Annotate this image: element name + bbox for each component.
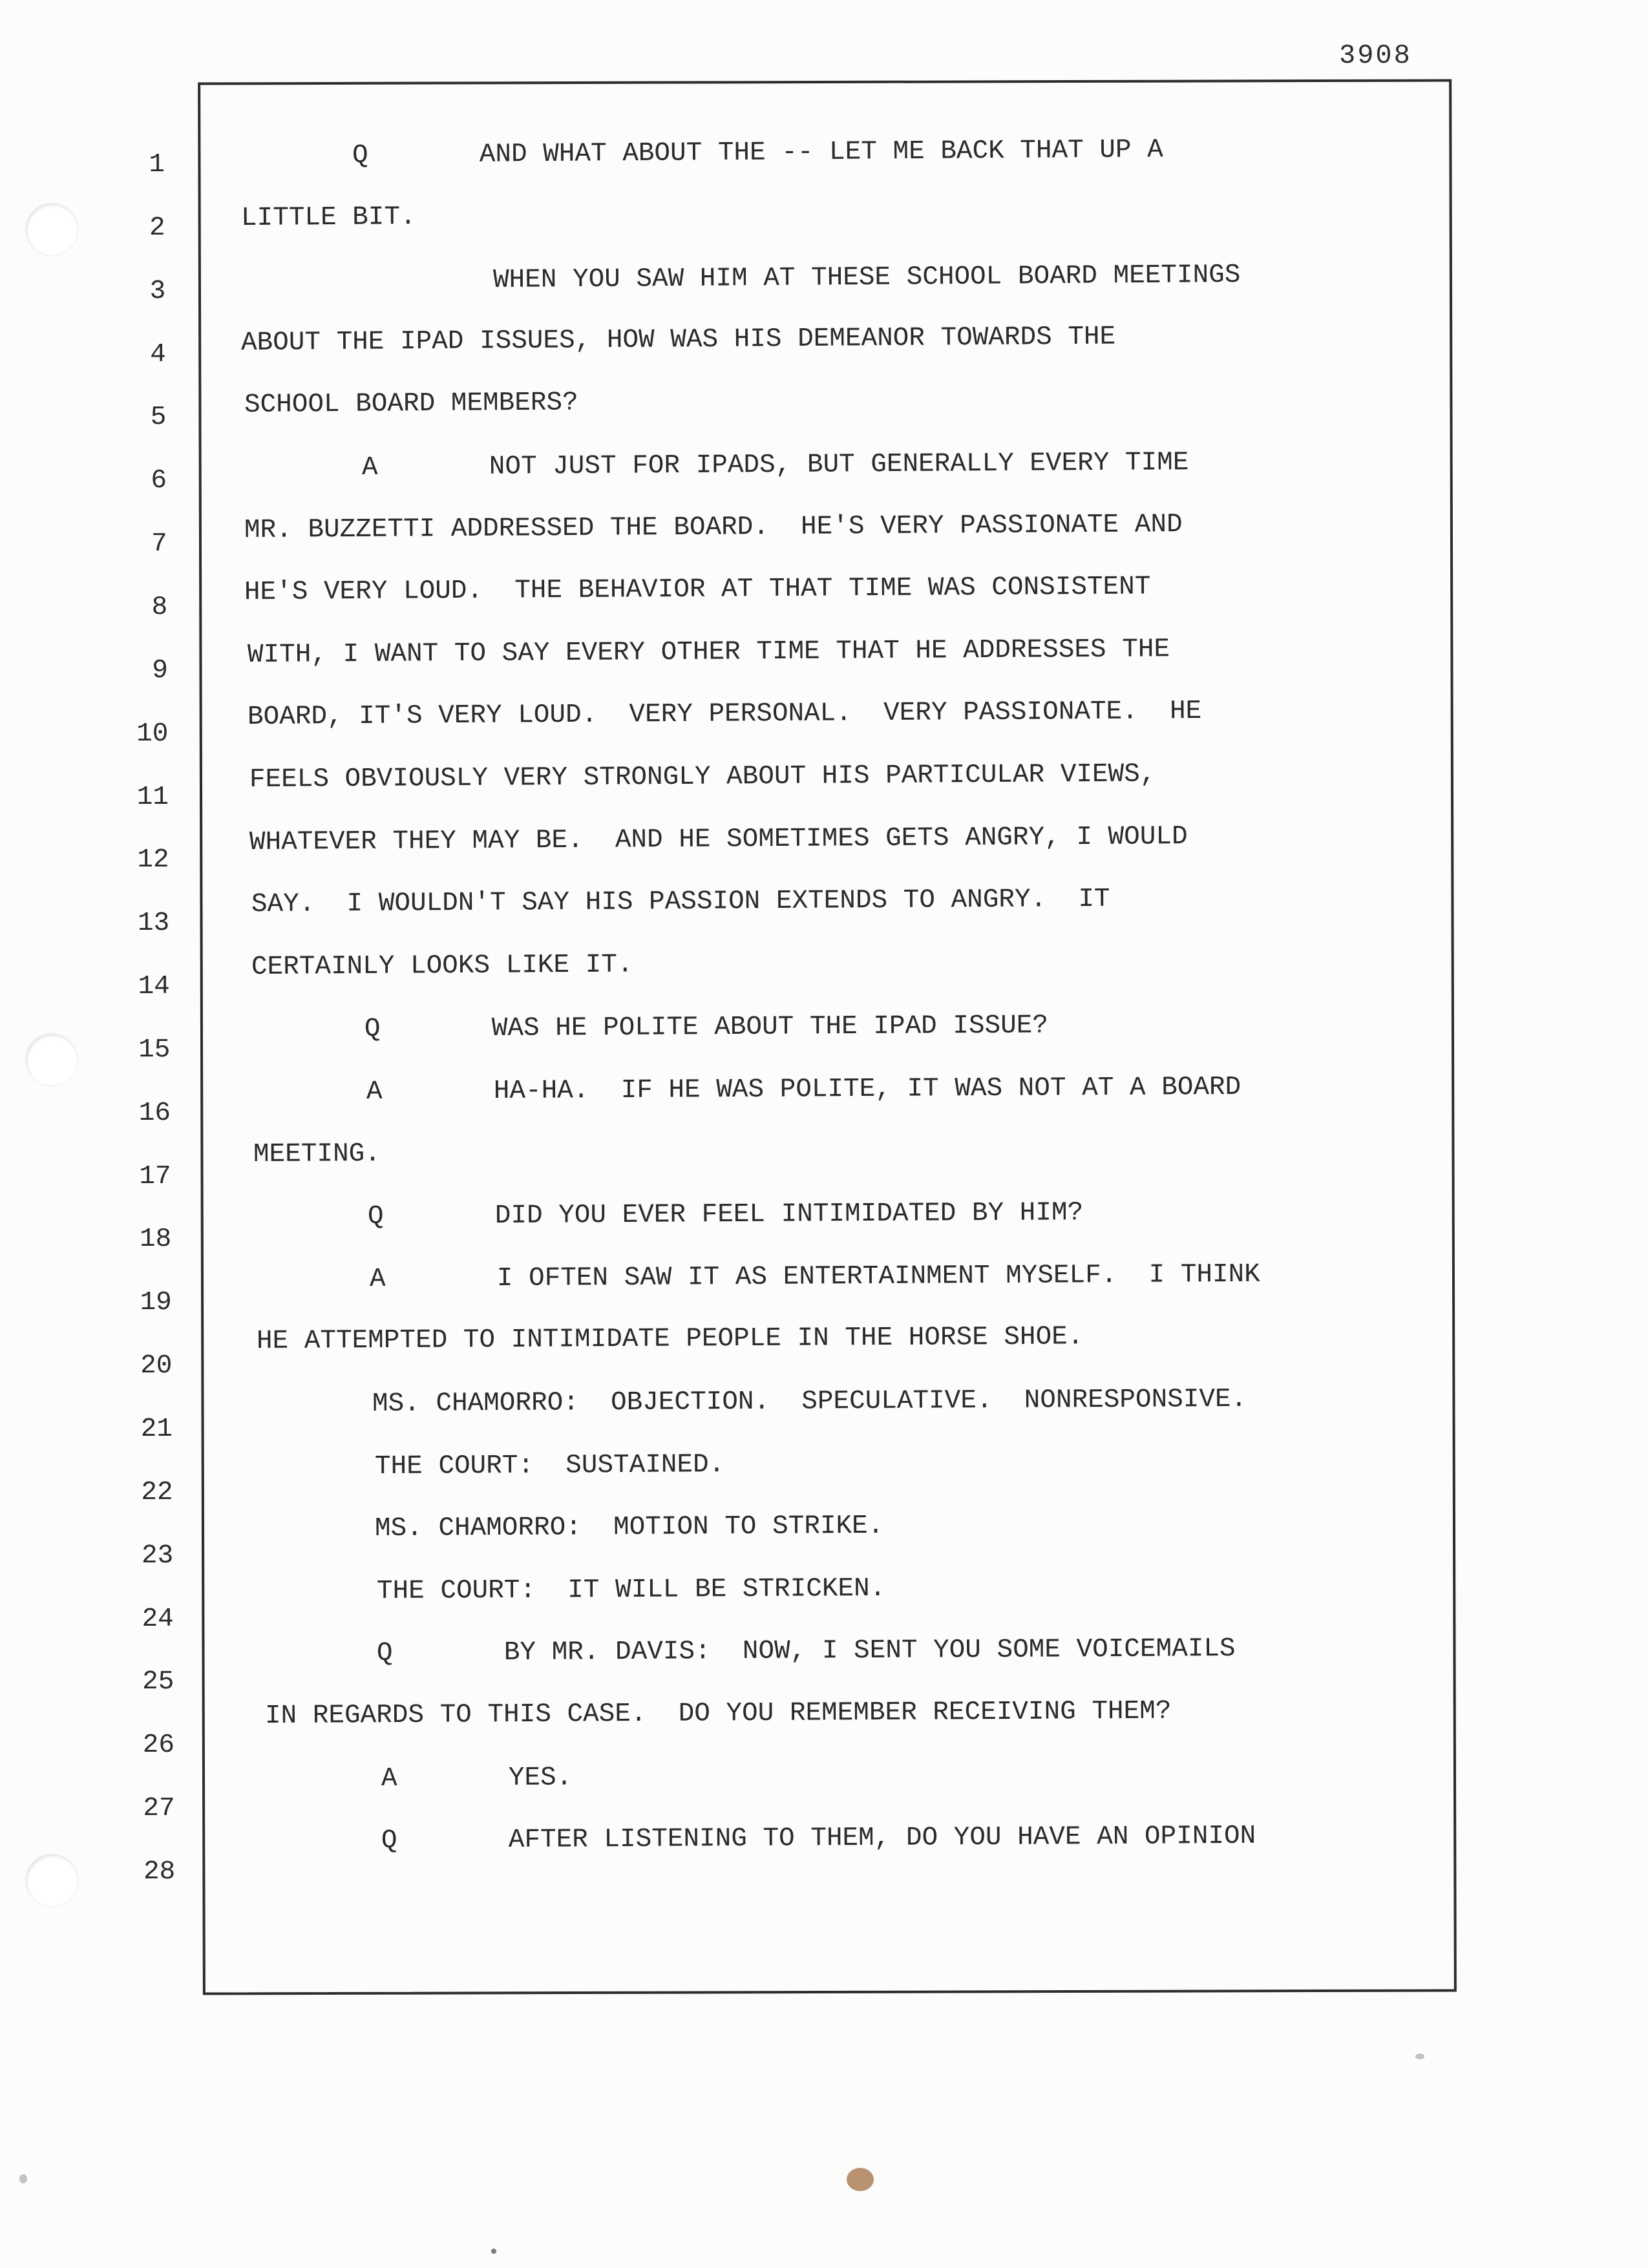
line-number: 6 [151, 466, 167, 496]
line-number: 1 [149, 150, 165, 180]
line-number: 2 [149, 213, 165, 243]
transcript-line: HE ATTEMPTED TO INTIMIDATE PEOPLE IN THE HORSE SHOE. [256, 1322, 1084, 1357]
line-number: 8 [151, 592, 168, 622]
line-number: 16 [138, 1098, 171, 1128]
stain-speck [19, 2174, 27, 2183]
page-number: 3908 [1339, 40, 1412, 71]
transcript-line: Q AND WHAT ABOUT THE -- LET ME BACK THAT UP A [352, 135, 1163, 171]
line-number: 5 [150, 403, 167, 433]
stain-speck [1415, 2053, 1424, 2059]
line-number: 19 [140, 1288, 172, 1318]
transcript-line: SAY. I WOULDN'T SAY HIS PASSION EXTENDS TO ANGRY. IT [251, 885, 1110, 920]
line-number: 12 [137, 845, 169, 876]
transcript-line: THE COURT: IT WILL BE STRICKEN. [376, 1573, 886, 1606]
transcript-line: LITTLE BIT. [240, 202, 416, 233]
transcript-line: WHEN YOU SAW HIM AT THESE SCHOOL BOARD MEETINGS [492, 260, 1241, 296]
line-number: 13 [137, 908, 170, 939]
transcript-line: CERTAINLY LOOKS LIKE IT. [251, 950, 633, 982]
punch-hole [26, 204, 78, 255]
line-number: 23 [141, 1540, 174, 1571]
transcript-line: Q DID YOU EVER FEEL INTIMIDATED BY HIM? [367, 1198, 1084, 1232]
transcript-line: FEELS OBVIOUSLY VERY STRONGLY ABOUT HIS PARTICULAR VIEWS, [249, 759, 1156, 795]
transcript-line: MS. CHAMORRO: MOTION TO STRIKE. [374, 1511, 884, 1544]
line-number: 26 [142, 1730, 174, 1761]
transcript-line: ABOUT THE IPAD ISSUES, HOW WAS HIS DEMEANOR TOWARDS THE [240, 322, 1116, 358]
stain-speck [847, 2168, 874, 2191]
line-number: 15 [138, 1034, 171, 1065]
line-number: 4 [150, 339, 166, 370]
transcript-line: MS. CHAMORRO: OBJECTION. SPECULATIVE. NONRESPONSIVE. [372, 1384, 1247, 1419]
line-number: 24 [142, 1604, 174, 1634]
line-number: 10 [136, 719, 169, 749]
transcript-line: MR. BUZZETTI ADDRESSED THE BOARD. HE'S VERY PASSIONATE AND [244, 509, 1183, 545]
transcript-line: MEETING. [253, 1139, 381, 1170]
transcript-line: A I OFTEN SAW IT AS ENTERTAINMENT MYSELF. I THINK [369, 1259, 1260, 1294]
transcript-line: THE COURT: SUSTAINED. [374, 1449, 725, 1482]
transcript-line: Q AFTER LISTENING TO THEM, DO YOU HAVE AN OPINION [381, 1822, 1256, 1856]
line-number: 9 [152, 655, 168, 686]
transcript-line: WITH, I WANT TO SAY EVERY OTHER TIME THAT HE ADDRESSES THE [247, 635, 1170, 670]
transcript-line: HE'S VERY LOUD. THE BEHAVIOR AT THAT TIME WAS CONSISTENT [244, 572, 1151, 608]
line-number: 11 [136, 782, 169, 812]
line-number: 28 [143, 1856, 176, 1887]
transcript-line: BOARD, IT'S VERY LOUD. VERY PERSONAL. VERY PASSIONATE. HE [247, 697, 1202, 733]
stain-speck [491, 2249, 496, 2254]
line-number: 17 [139, 1161, 171, 1192]
transcript-line: IN REGARDS TO THIS CASE. DO YOU REMEMBER RECEIVING THEM? [264, 1696, 1172, 1731]
transcript-line: WHATEVER THEY MAY BE. AND HE SOMETIMES GETS ANGRY, I WOULD [249, 821, 1188, 857]
transcript-line: Q BY MR. DAVIS: NOW, I SENT YOU SOME VOICEMAILS [376, 1634, 1236, 1669]
line-number: 21 [140, 1414, 173, 1444]
line-number: 18 [139, 1224, 172, 1255]
punch-hole [26, 1034, 78, 1086]
line-number: 22 [141, 1477, 173, 1507]
transcript-line: A NOT JUST FOR IPADS, BUT GENERALLY EVERY TIME [361, 448, 1189, 483]
transcript-line: SCHOOL BOARD MEMBERS? [244, 388, 578, 421]
transcript-line: A HA-HA. IF HE WAS POLITE, IT WAS NOT AT A BOARD [366, 1072, 1241, 1107]
transcript-line: Q WAS HE POLITE ABOUT THE IPAD ISSUE? [364, 1011, 1049, 1045]
transcript-line: A YES. [381, 1763, 573, 1794]
line-number: 20 [140, 1351, 173, 1381]
line-number: 14 [138, 972, 170, 1002]
line-number: 7 [151, 529, 167, 560]
line-number: 27 [143, 1794, 175, 1824]
line-number: 3 [149, 276, 166, 306]
punch-hole [26, 1854, 78, 1906]
line-number: 25 [142, 1667, 174, 1697]
